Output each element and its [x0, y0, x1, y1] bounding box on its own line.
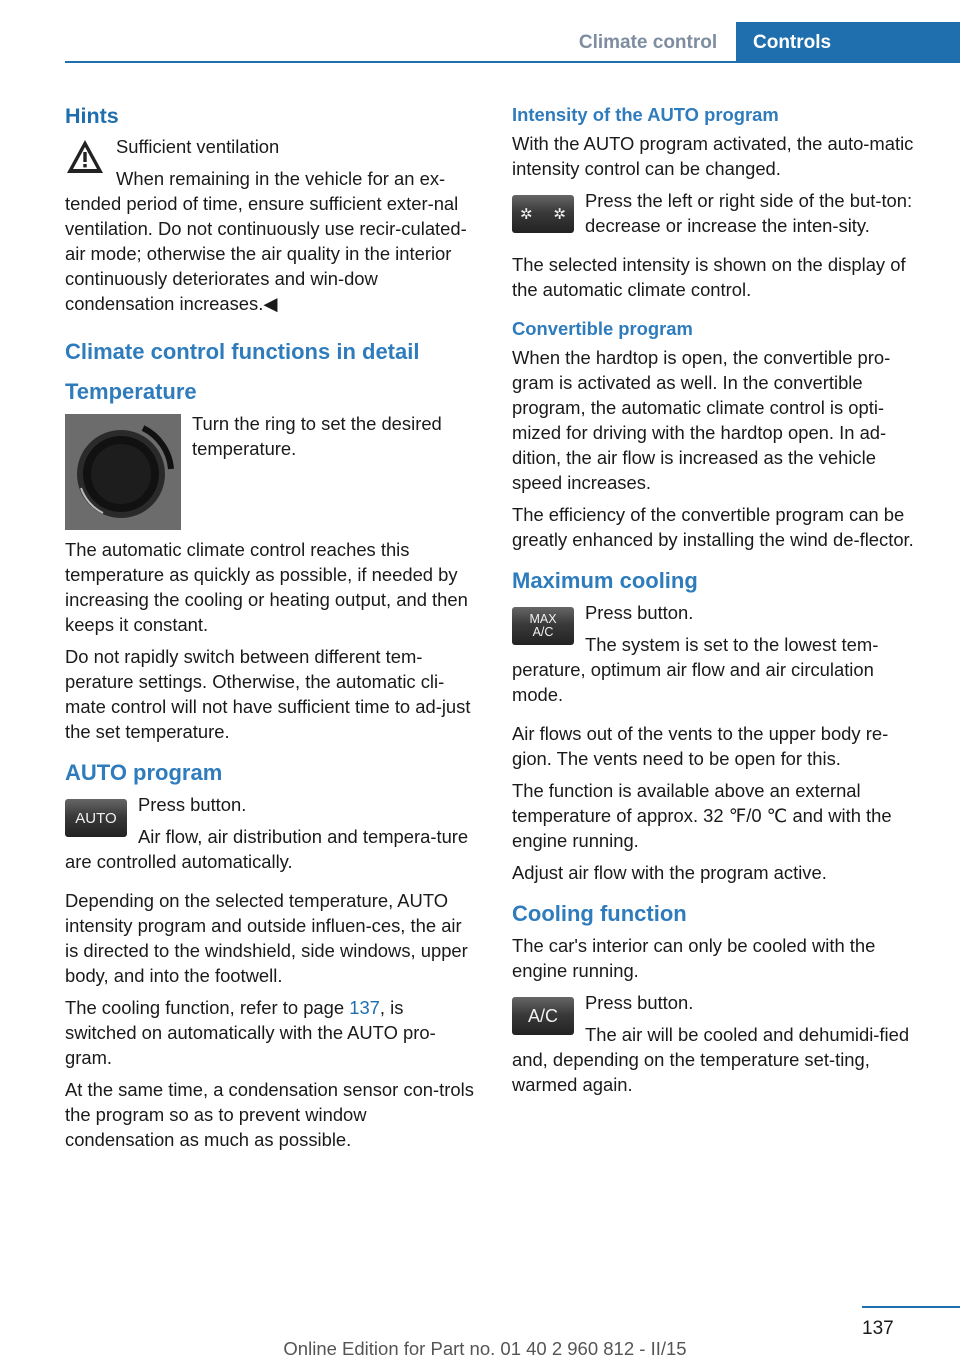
temperature-heading: Temperature [65, 379, 197, 404]
intensity-paragraph-1: With the AUTO program activated, the auto-matic intensity control can be changed. [512, 133, 914, 179]
auto-paragraph-4: At the same time, a condensation sensor con-trols the program so as to prevent window condensation as much as possible. [65, 1079, 474, 1150]
edition-footer: Online Edition for Part no. 01 40 2 960 812 - II/15 [283, 1338, 687, 1359]
cooling-paragraph-2: The air will be cooled and dehumidi-fied and, depending on the temperature set-ting, warmed again. [512, 1024, 910, 1095]
convertible-paragraph-1: When the hardtop is open, the convertible pro-gram is activated as well. In the convertible program, the automatic climate control is opti-mized for driving with the hardtop open. In ad-dition, the air flow is increased as the vehicle speed increases. [512, 347, 891, 493]
right-column [512, 102, 926, 1111]
max-paragraph-3: The function is available above an external temperature of approx. 32 ℉/0 ℃ and with the engine running. [512, 780, 892, 851]
convertible-paragraph-2: The efficiency of the convertible program can be greatly enhanced by installing the wind de-flector. [512, 504, 914, 550]
fan-large-icon: ✲ [553, 205, 566, 223]
intensity-heading: Intensity of the AUTO program [512, 104, 779, 125]
max-paragraph-1: The system is set to the lowest tem-perature, optimum air flow and air circulation mode. [512, 634, 879, 705]
warning-title: Sufficient ventilation [116, 136, 280, 157]
header-section-title: Climate control [578, 32, 718, 53]
max-paragraph-4: Adjust air flow with the program active. [512, 862, 827, 883]
temperature-paragraph-1: The automatic climate control reaches this temperature as quickly as possible, if needed by increasing the cooling or heating output, and then keeps it constant. [65, 539, 468, 635]
warning-triangle-icon [65, 137, 105, 177]
max-cooling-block [512, 600, 926, 714]
temperature-block [65, 411, 479, 530]
max-press-text: Press button. [585, 602, 694, 623]
max-paragraph-2: Air flows out of the vents to the upper body re-gion. The vents need to be open for this. [512, 723, 889, 769]
fan-small-icon: ✲ [520, 205, 533, 223]
left-column [65, 102, 479, 1159]
auto-press-text: Press button. [138, 794, 247, 815]
footer-rule [862, 1306, 960, 1308]
convertible-heading: Convertible program [512, 318, 693, 339]
temperature-intro: Turn the ring to set the desired temperature. [192, 413, 442, 459]
auto-button-image: AUTO [65, 799, 127, 837]
max-ac-button-image: MAX A/C [512, 607, 574, 645]
temperature-paragraph-2: Do not rapidly switch between different tem-perature settings. Otherwise, the automatic cli-mate control will not have sufficient time to ad-just the set temperature. [65, 646, 471, 742]
auto-paragraph-3: The cooling function, refer to page 137, is switched on automatically with the AUTO pro-gram. [65, 997, 436, 1068]
auto-paragraph-1: Air flow, air distribution and tempera-ture are controlled automatically. [65, 826, 469, 872]
cooling-function-heading: Cooling function [512, 901, 687, 926]
auto-program-block [65, 792, 479, 881]
page-number: 137 [862, 1318, 894, 1339]
functions-heading: Climate control functions in detail [65, 339, 420, 364]
header-chapter-tab: Controls [736, 22, 960, 63]
fan-intensity-button-image [512, 195, 574, 233]
intensity-paragraph-2: The selected intensity is shown on the display of the automatic climate control. [512, 254, 906, 300]
auto-program-heading: AUTO program [65, 760, 223, 785]
hints-heading: Hints [65, 104, 119, 128]
ac-button-image: A/C [512, 997, 574, 1035]
intensity-block [512, 188, 926, 245]
page-reference-link[interactable]: 137 [349, 997, 380, 1018]
max-cooling-heading: Maximum cooling [512, 568, 698, 593]
auto-paragraph-2: Depending on the selected temperature, AUTO intensity program and outside influen-ces, the air is directed to the windshield, side windows, upper body, and into the footwell. [65, 890, 468, 986]
cooling-block [512, 990, 926, 1104]
header-rule [65, 61, 960, 63]
cooling-paragraph-1: The car's interior can only be cooled with the engine running. [512, 935, 876, 981]
intensity-press-text: Press the left or right side of the but-ton: decrease or increase the inten-sity. [585, 190, 913, 236]
warning-body: When remaining in the vehicle for an ex-tended period of time, ensure sufficient exter-nal ventilation. Do not continuously use recir-culated-air mode; otherwise the air quality in the interior continuously deteriorates and win-dow condensation increases.◀ [65, 168, 467, 314]
cooling-press-text: Press button. [585, 992, 694, 1013]
warning-block [65, 134, 479, 323]
temperature-knob-image [65, 414, 181, 530]
